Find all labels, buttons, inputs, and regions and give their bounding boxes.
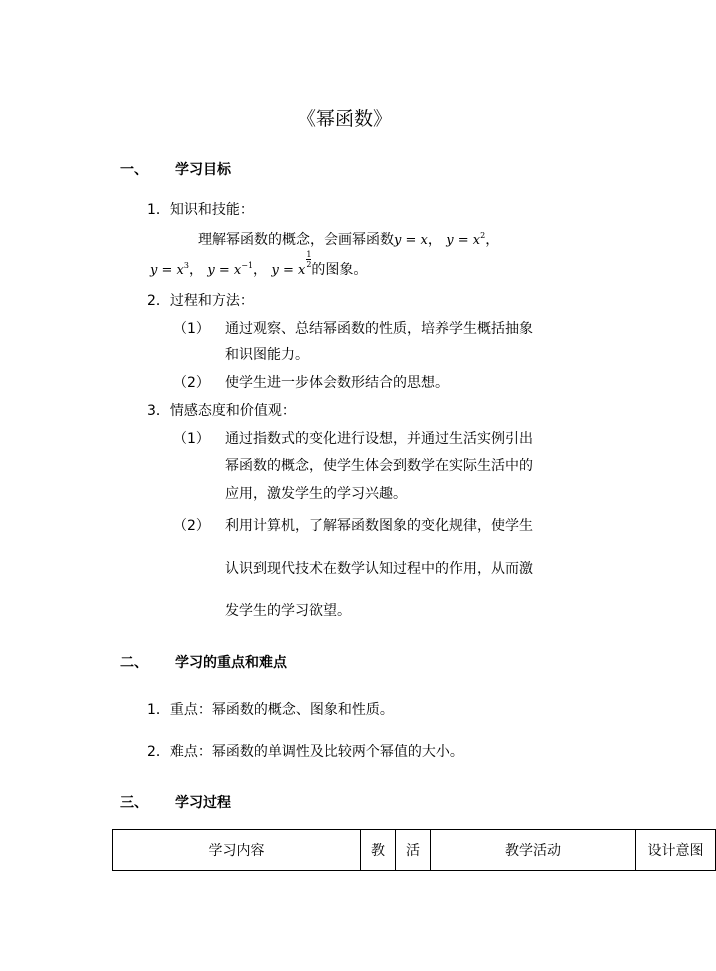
section-2-heading: 学习的重点和难点 <box>175 655 287 671</box>
objective-3-point-1-number: （1） <box>173 431 210 447</box>
objective-2-point-1-number: （1） <box>173 321 210 337</box>
objective-1-text-b: 的图象。 <box>311 262 368 278</box>
objective-2-label: 2．过程和方法： <box>147 293 254 309</box>
formula-y-x: y = x <box>394 233 428 248</box>
header-learning-content: 学习内容 <box>113 830 361 871</box>
objective-3-point-1-line-2: 幂函数的概念，使学生体会到数学在实际生活中的 <box>225 458 533 474</box>
objective-3-point-2-line-2: 认识到现代技术在数学认知过程中的作用，从而激 <box>225 561 533 577</box>
objective-2-point-2-line-1: 使学生进一步体会数形结合的思想。 <box>225 375 449 391</box>
table-header-row <box>113 830 716 871</box>
section-3-heading: 学习过程 <box>175 795 231 811</box>
section-1-heading: 学习目标 <box>175 162 231 178</box>
objective-3-point-1-line-1: 通过指数式的变化进行设想，并通过生活实例引出 <box>225 431 533 447</box>
objective-3-point-2-number: （2） <box>173 518 210 534</box>
header-teaching: 教 <box>361 830 396 871</box>
objective-1-formulas-line: $y = x^3$， $y = x^{-1}$， y = x 1 2 的图象。 <box>150 250 368 278</box>
learning-process-table <box>112 829 716 871</box>
key-point-item: 1．重点：幂函数的概念、图象和性质。 <box>147 702 394 718</box>
objective-1-label: 1．知识和技能： <box>147 202 254 218</box>
objective-3-point-2-line-3: 发学生的学习欲望。 <box>225 603 351 619</box>
section-1-number: 一、 <box>120 162 148 178</box>
formula-y-x3: $y = x^3$ <box>150 261 189 278</box>
objective-3-point-1-line-3: 应用，激发学生的学习兴趣。 <box>225 486 407 502</box>
objective-3-label: 3．情感态度和价值观： <box>147 403 296 419</box>
document-title: 《幂函数》 <box>297 108 393 130</box>
objective-2-point-2-number: （2） <box>173 375 210 391</box>
objective-3-point-2-line-1: 利用计算机，了解幂函数图象的变化规律，使学生 <box>225 518 533 534</box>
formula-y-x2: $y = x^2$ <box>446 231 486 248</box>
objective-1-text: 理解幂函数的概念，会画幂函数y = x， $y = x^2$， <box>198 231 500 248</box>
header-design-intent: 设计意图 <box>636 830 716 871</box>
section-3-number: 三、 <box>120 795 148 811</box>
difficult-point-item: 2．难点：幂函数的单调性及比较两个幂值的大小。 <box>147 744 464 760</box>
formula-y-x-neg1: $y = x^{-1}$ <box>207 261 254 278</box>
header-teaching-activity: 教学活动 <box>431 830 636 871</box>
section-2-number: 二、 <box>120 655 148 671</box>
objective-1-text-a: 理解幂函数的概念，会画幂函数 <box>198 232 394 248</box>
objective-2-point-1-line-1: 通过观察、总结幂函数的性质，培养学生概括抽象 <box>225 321 533 337</box>
formula-y-x-half: y = x 1 2 <box>271 250 312 278</box>
objective-2-point-1-line-2: 和识图能力。 <box>225 347 309 363</box>
header-activity: 活 <box>396 830 431 871</box>
